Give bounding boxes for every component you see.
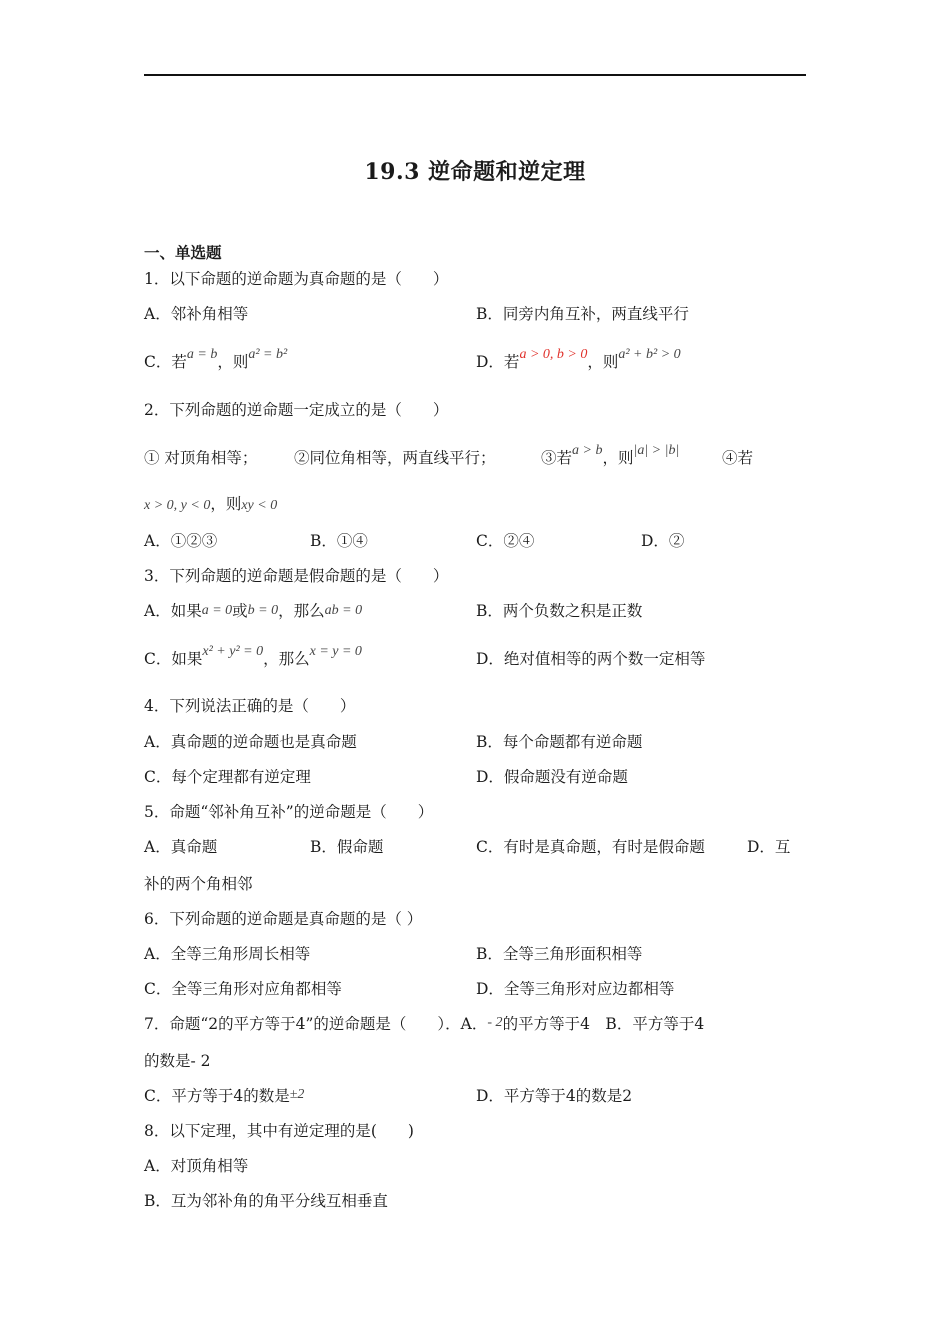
q6-stem: 6．下列命题的逆命题是真命题的是（ ） [144,910,423,928]
q7-option-a-tail: 的平方等于4 B．平方等于4 [502,1015,705,1033]
q7-option-d: D．平方等于4的数是2 [476,1087,633,1105]
q7-stem-text: 7．命题“2的平方等于4”的逆命题是（ ）．A． [144,1015,488,1033]
q2-option-b: B．①④ [310,532,368,550]
q3-option-a-math3: ab = 0 [324,603,363,618]
q1-option-d-mid: ，则 [587,353,619,371]
q5-option-c: C．有时是真命题，有时是假命题 [476,838,705,856]
q3-option-c-math2: x = y = 0 [309,644,362,659]
q2-option-a: A．①②③ [144,532,218,550]
q7-option-a-math: - 2 [487,1015,503,1030]
q5-option-d: D．互 [747,838,791,856]
q7-option-c-math: ±2 [289,1087,305,1102]
q4-stem: 4．下列说法正确的是（ ） [144,697,356,715]
q6-option-c: C．全等三角形对应角都相等 [144,980,342,998]
q2-item-3-math1: a > b [572,443,603,458]
q1-option-c-math1: a = b [186,347,218,362]
q1-option-a: A．邻补角相等 [144,305,249,323]
q2-item-4-math1: x > 0, y < 0 [144,498,211,513]
section-heading: 一、单选题 [144,243,222,262]
q2-item-4-mid: ，则 [210,495,242,513]
q4-option-b: B．每个命题都有逆命题 [476,733,643,751]
page-title: 19.3 逆命题和逆定理 [364,159,586,185]
q4-option-c: C．每个定理都有逆定理 [144,768,311,786]
q8-option-b: B．互为邻补角的角平分线互相垂直 [144,1192,388,1210]
q4-option-d: D．假命题没有逆命题 [476,768,628,786]
q6-option-d: D．全等三角形对应边都相等 [476,980,675,998]
q2-item-4-math2: xy < 0 [241,498,278,513]
header-rule [144,74,806,76]
q2-option-d: D．② [641,532,685,550]
q8-option-a: A．对顶角相等 [144,1157,249,1175]
q3-option-a-or: 或 [232,602,248,620]
q3-option-a-label: A．如果 [144,602,202,620]
q2-option-c: C．②④ [476,532,535,550]
q2-item-1: ① 对顶角相等； [144,449,258,467]
q2-item-4-cont [144,492,277,514]
q1-option-c-label: C．若 [144,353,187,371]
q3-option-c-math1: x² + y² = 0 [202,644,264,659]
q3-option-c [144,644,362,669]
q2-item-3-label: ③若 [541,449,573,467]
q3-option-d: D．绝对值相等的两个数一定相等 [476,650,706,668]
q1-option-b: B．同旁内角互补，两直线平行 [476,305,689,323]
q3-option-a-mid: ，那么 [278,602,325,620]
q1-option-c [144,347,288,372]
q1-option-d [476,347,681,372]
q1-option-d-label: D．若 [476,353,520,371]
q2-item-3-math2: |a| > |b| [633,443,680,458]
q3-option-c-mid: ，那么 [263,650,310,668]
q3-option-b: B．两个负数之积是正数 [476,602,643,620]
q2-item-2: ②同位角相等，两直线平行； [294,449,496,467]
q4-option-a: A．真命题的逆命题也是真命题 [144,733,357,751]
q3-option-c-label: C．如果 [144,650,203,668]
q3-option-a-math2: b = 0 [247,603,279,618]
q1-stem: 1．以下命题的逆命题为真命题的是（ ） [144,270,449,288]
q7-option-c-label: C．平方等于4的数是 [144,1087,290,1105]
q1-option-c-mid: ，则 [217,353,249,371]
q6-option-a: A．全等三角形周长相等 [144,945,311,963]
q1-option-d-math2: a² + b² > 0 [618,347,681,362]
q2-item-4-label: ④若 [722,449,754,467]
q5-option-b: B．假命题 [310,838,384,856]
q3-option-a [144,599,362,621]
q7-option-b-cont: 的数是- 2 [144,1052,211,1070]
q3-stem: 3．下列命题的逆命题是假命题的是（ ） [144,567,449,585]
q5-option-d-cont: 补的两个角相邻 [144,875,253,893]
q8-stem: 8．以下定理，其中有逆定理的是( ) [144,1122,414,1140]
q7-stem [144,1012,704,1034]
q6-option-b: B．全等三角形面积相等 [476,945,643,963]
q7-option-c [144,1084,304,1106]
q2-item-3-mid: ，则 [602,449,634,467]
q3-option-a-math1: a = 0 [201,603,233,618]
q2-stem: 2．下列命题的逆命题一定成立的是（ ） [144,401,449,419]
q1-option-c-math2: a² = b² [248,347,288,362]
q2-item-3 [541,443,680,468]
q5-stem: 5．命题“邻补角互补”的逆命题是（ ） [144,803,434,821]
q1-option-d-math1: a > 0, b > 0 [519,347,588,362]
q5-option-a: A．真命题 [144,838,218,856]
